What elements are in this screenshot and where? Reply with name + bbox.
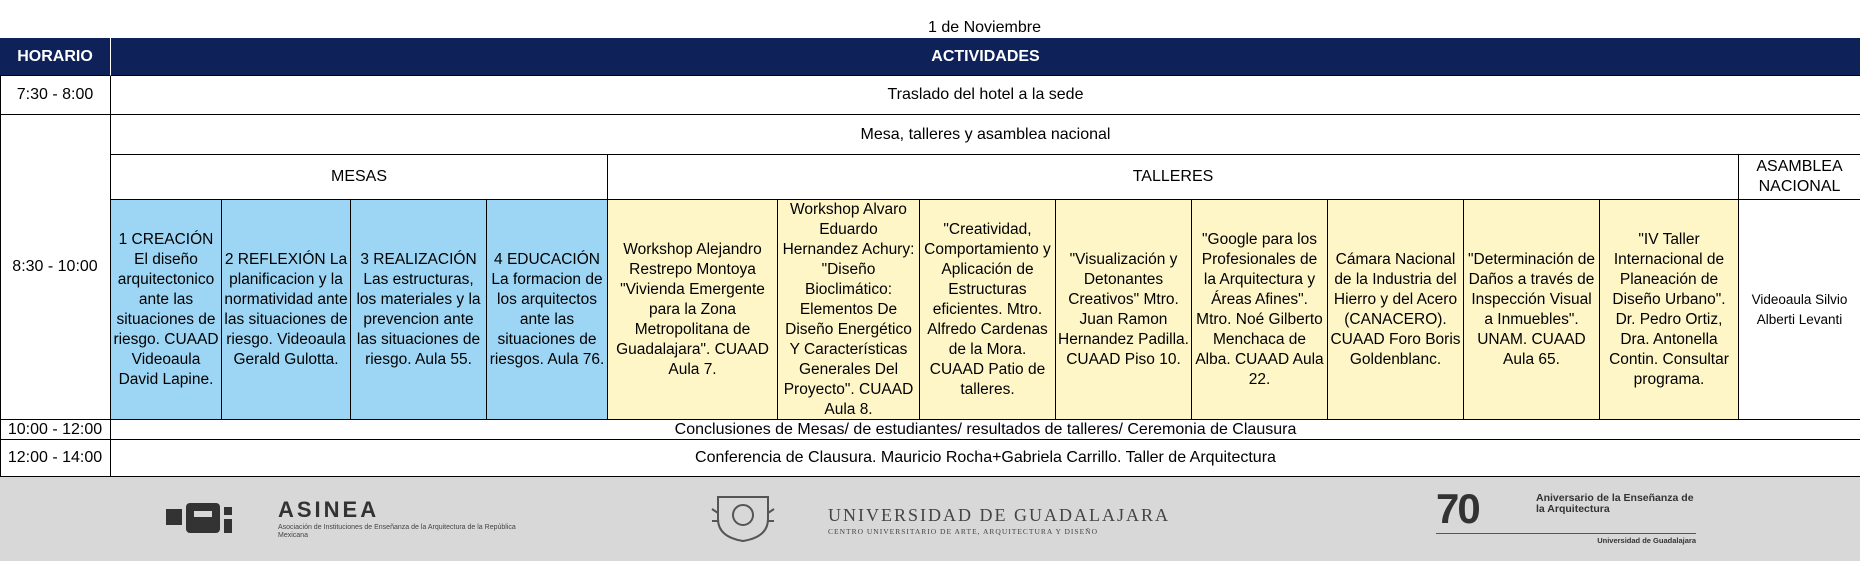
activity-cell: Traslado del hotel a la sede: [111, 76, 1860, 115]
taller-cell: "Google para los Profesionales de la Arquitectura y Áreas Afines". Mtro. Noé Gilberto Menchaca de Alba. CUAAD Aula 22.: [1192, 200, 1328, 420]
taller-cell: Workshop Alejandro Restrepo Montoya "Vivienda Emergente para la Zona Metropolitana de Guadalajara". CUAAD Aula 7.: [608, 200, 778, 420]
mesa-cell: 4 EDUCACIÓN La formacion de los arquitectos ante las situaciones de riesgos. Aula 76.: [487, 200, 608, 420]
taller-cell: "Creatividad, Comportamiento y Aplicación de Estructuras eficientes. Mtro. Alfredo Cardenas de la Mora. CUAAD Patio de talleres.: [920, 200, 1056, 420]
activity-cell: Conferencia de Clausura. Mauricio Rocha+Gabriela Carrillo. Taller de Arquitectura: [111, 440, 1860, 477]
section-talleres: TALLERES: [608, 155, 1739, 200]
asinea-subtitle: Asociación de Instituciones de Enseñanza de la Arquitectura de la República Mexicana: [278, 524, 516, 539]
anniversary-logo: [1436, 485, 1696, 549]
asinea-name: ASINEA: [278, 497, 380, 522]
udg-name: UNIVERSIDAD DE GUADALAJARA: [828, 505, 1170, 525]
time-cell: 8:30 - 10:00: [0, 115, 111, 420]
asamblea-cell: Videoaula Silvio Alberti Levanti: [1739, 200, 1860, 420]
taller-cell: "Visualización y Detonantes Creativos" Mtro. Juan Ramon Hernandez Padilla. CUAAD Piso 10.: [1056, 200, 1192, 420]
section-mesas: MESAS: [111, 155, 608, 200]
udg-logo: [708, 491, 1248, 547]
footer-banner: [0, 477, 1860, 561]
activity-cell: Conclusiones de Mesas/ de estudiantes/ resultados de talleres/ Ceremonia de Clausura: [111, 420, 1860, 440]
anniversary-number: 70: [1436, 485, 1479, 532]
time-cell: 12:00 - 14:00: [0, 440, 111, 477]
taller-cell: Workshop Alvaro Eduardo Hernandez Achury: "Diseño Bioclimático: Elementos De Diseño Energético Y Características Generales Del Proyecto". CUAAD Aula 8.: [778, 200, 920, 420]
anniversary-subtitle: Universidad de Guadalajara: [1436, 533, 1696, 545]
asinea-logo: [166, 497, 546, 541]
anniversary-text: Aniversario de la Enseñanza de la Arquitectura: [1536, 492, 1694, 515]
activity-cell: Mesa, talleres y asamblea nacional: [111, 115, 1860, 155]
section-asamblea: ASAMBLEA NACIONAL: [1739, 155, 1860, 200]
taller-cell: "IV Taller Internacional de Planeación de Diseño Urbano". Dr. Pedro Ortiz, Dra. Antonella Contin. Consultar programa.: [1600, 200, 1739, 420]
date-title: 1 de Noviembre: [928, 19, 1041, 36]
asinea-icon: [166, 499, 262, 539]
mesa-cell: 3 REALIZACIÓN Las estructuras, los materiales y la prevencion ante las situaciones de riesgo. Aula 55.: [351, 200, 487, 420]
udg-shield-icon: [708, 491, 778, 543]
mesa-cell: 1 CREACIÓN El diseño arquitectonico ante las situaciones de riesgo. CUAAD Videoaula David Lapine.: [111, 200, 222, 420]
header-actividades: ACTIVIDADES: [111, 38, 1860, 76]
taller-cell: "Determinación de Daños a través de Inspección Visual a Inmuebles". UNAM. CUAAD Aula 65.: [1464, 200, 1600, 420]
udg-subtitle: CENTRO UNIVERSITARIO DE ARTE, ARQUITECTURA Y DISEÑO: [828, 527, 1099, 536]
time-cell: 10:00 - 12:00: [0, 420, 111, 440]
time-cell: 7:30 - 8:00: [0, 76, 111, 115]
taller-cell: Cámara Nacional de la Industria del Hierro y del Acero (CANACERO). CUAAD Foro Boris Goldenblanc.: [1328, 200, 1464, 420]
mesa-cell: 2 REFLEXIÓN La planificacion y la normatividad ante las situaciones de riesgo. Videoaula Gerald Gulotta.: [222, 200, 351, 420]
header-horario: HORARIO: [0, 38, 111, 76]
